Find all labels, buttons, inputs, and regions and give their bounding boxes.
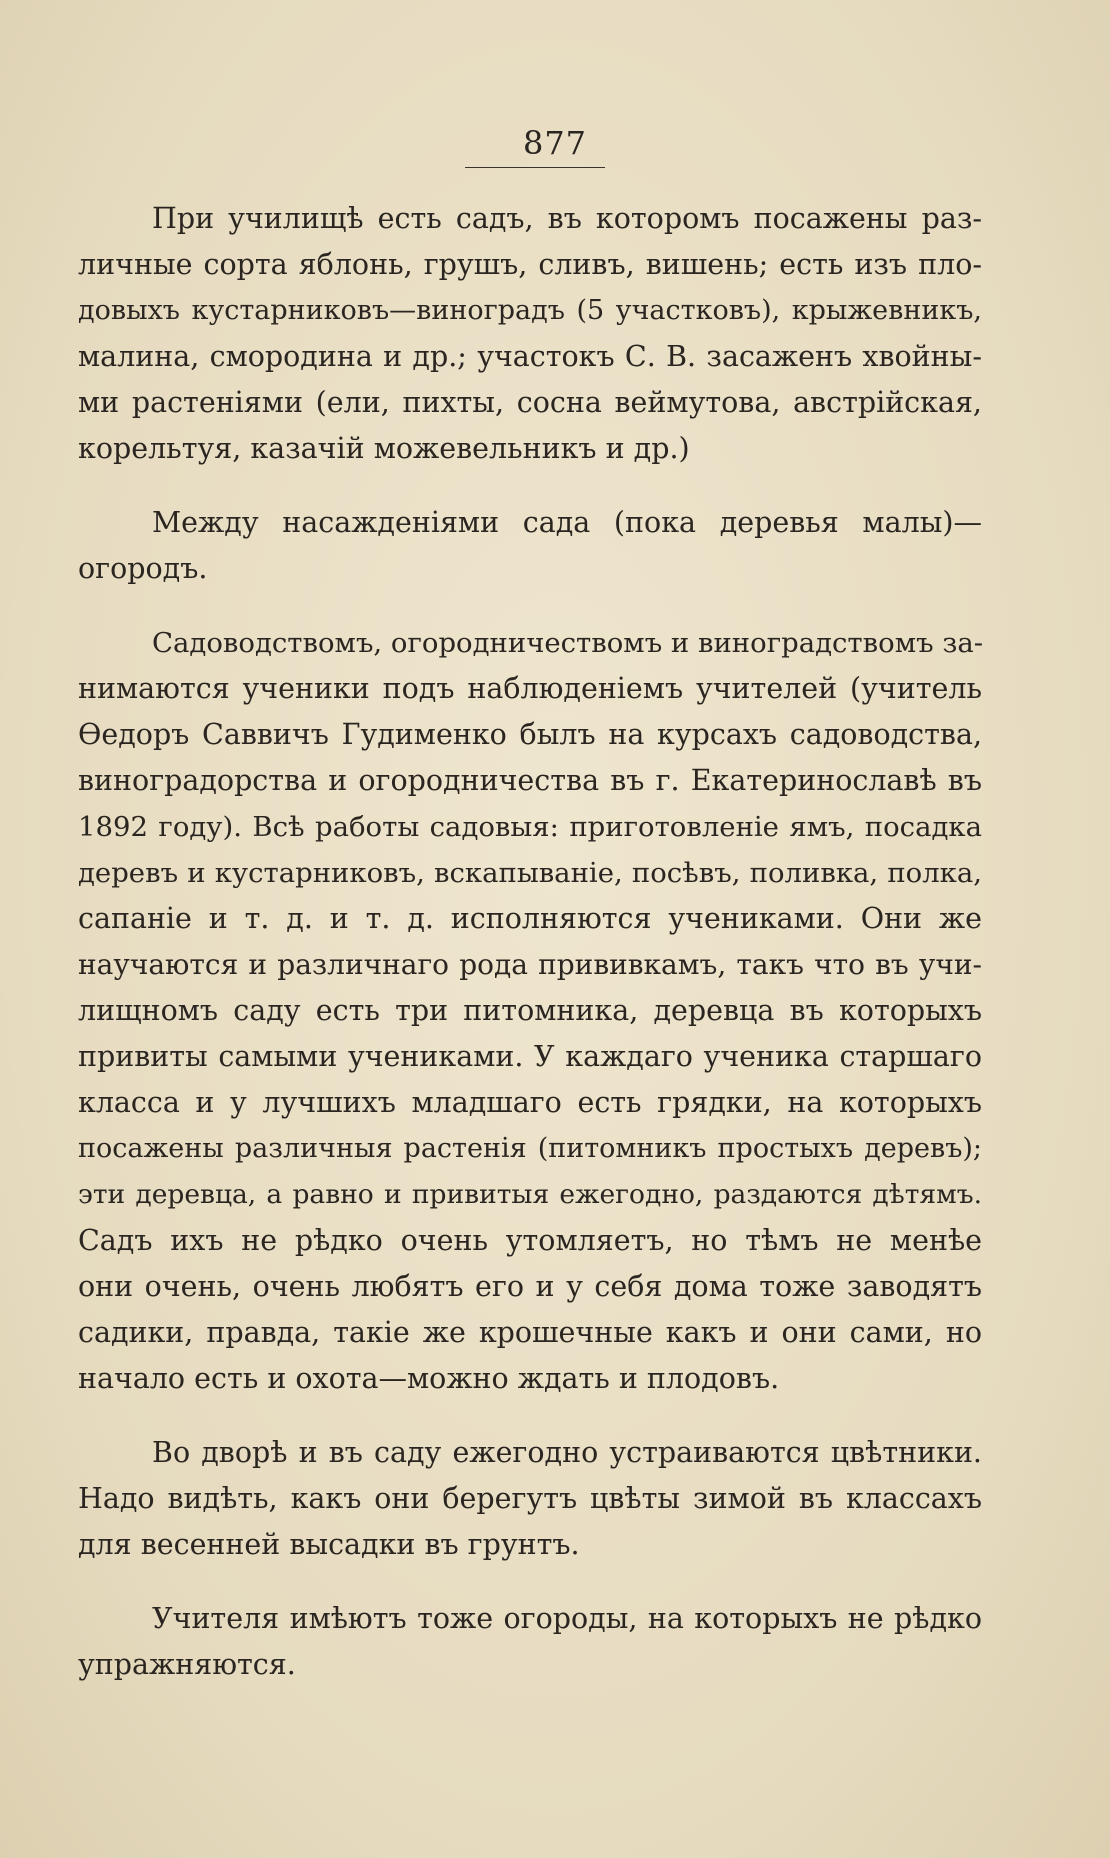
text-line: нимаются ученики подъ наблюденіемъ учителей (учитель [78, 672, 982, 705]
text-line: виноградорства и огородничества въ г. Екатеринославѣ въ [78, 764, 982, 797]
text-line: лищномъ саду есть три питомника, деревца въ которыхъ [78, 994, 982, 1027]
text-line: Садоводствомъ, огородничествомъ и виноградствомъ за- [152, 627, 984, 659]
paragraph-teachers [78, 1596, 982, 1688]
text-line: они очень, очень любятъ его и у себя дома тоже заводятъ [78, 1270, 982, 1303]
text-line: Садъ ихъ не рѣдко очень утомляетъ, но тѣмъ не менѣе [78, 1224, 982, 1257]
text-line: личные сорта яблонь, грушъ, сливъ, вишень; есть изъ пло- [78, 248, 982, 281]
text-line: Во дворѣ и въ саду ежегодно устраиваются цвѣтники. [152, 1436, 982, 1469]
body-text [78, 196, 982, 1716]
text-line: садики, правда, такіе же крошечные какъ и они сами, но [78, 1316, 982, 1349]
text-line: корельтуя, казачій можевельникъ и др.) [78, 432, 690, 465]
text-line: Надо видѣть, какъ они берегутъ цвѣты зимой въ классахъ [78, 1482, 982, 1515]
header-rule [465, 167, 605, 168]
text-line: для весенней высадки въ грунтъ. [78, 1528, 580, 1561]
text-line: деревъ и кустарниковъ, вскапываніе, посѣвъ, поливка, полка, [78, 857, 982, 889]
text-line: Между насажденіями сада (пока деревья малы)— [152, 506, 982, 539]
text-line: сапаніе и т. д. и т. д. исполняются учениками. Они же [78, 902, 982, 935]
text-line: довыхъ кустарниковъ—виноградъ (5 участковъ), крыжевникъ, [78, 295, 982, 326]
paragraph-flower-beds [78, 1430, 982, 1568]
paragraph-gardening-work [78, 620, 982, 1402]
text-line: эти деревца, а равно и привитыя ежегодно, раздаются дѣтямъ. [78, 1179, 982, 1210]
text-line: При училищѣ есть садъ, въ которомъ посажены раз- [152, 202, 982, 235]
page-number: 877 [522, 124, 588, 162]
text-line: упражняются. [78, 1648, 296, 1681]
text-line: Ѳедоръ Саввичъ Гудименко былъ на курсахъ садоводства, [78, 718, 982, 751]
paragraph-garden [78, 196, 982, 472]
text-line: огородъ. [78, 552, 208, 585]
text-line: Учителя имѣютъ тоже огороды, на которыхъ не рѣдко [152, 1602, 982, 1635]
text-line: ми растеніями (ели, пихты, сосна веймутова, австрійская, [78, 386, 982, 419]
paragraph-vegetable-garden [78, 500, 982, 592]
text-line: начало есть и охота—можно ждать и плодовъ. [78, 1362, 780, 1395]
text-line: научаются и различнаго рода прививкамъ, такъ что въ учи- [78, 948, 982, 981]
text-line: класса и у лучшихъ младшаго есть грядки, на которыхъ [78, 1086, 982, 1119]
text-line: посажены различныя растенія (питомникъ простыхъ деревъ); [78, 1133, 982, 1164]
text-line: привиты самыми учениками. У каждаго ученика старшаго [78, 1040, 982, 1073]
text-line: малина, смородина и др.; участокъ С. В. засаженъ хвойны- [78, 340, 982, 373]
text-line: 1892 году). Всѣ работы садовыя: приготовленіе ямъ, посадка [78, 811, 982, 843]
